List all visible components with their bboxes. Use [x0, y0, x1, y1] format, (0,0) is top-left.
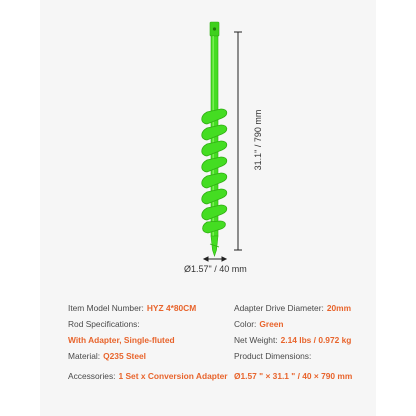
spec-material-value: Q235 Steel [103, 351, 146, 361]
spec-net-weight-label: Net Weight: [234, 335, 278, 345]
spec-product-dimensions [234, 350, 311, 362]
auger-illustration [40, 0, 376, 285]
diameter-dimension-arrow [204, 257, 226, 261]
spec-accessories-label: Accessories: [68, 371, 116, 381]
diameter-dimension-label: Ø1.57" / 40 mm [184, 264, 247, 274]
spec-model-label: Item Model Number: [68, 303, 144, 313]
spec-model [68, 302, 196, 314]
spec-accessories-value: 1 Set x Conversion Adapter [118, 371, 228, 381]
spec-color-label: Color: [234, 319, 257, 329]
length-dimension-label: 31.1" / 790 mm [253, 109, 263, 171]
spec-material [68, 350, 146, 362]
spec-net-weight-value: 2.14 lbs / 0.972 kg [280, 335, 352, 345]
auger-drill-bit [202, 22, 227, 256]
spec-adapter-diameter-value: 20mm [326, 303, 352, 313]
spec-product-dimensions-value-row [234, 370, 352, 382]
specifications-table [54, 298, 366, 388]
spec-model-value: HYZ 4*80CM [146, 303, 197, 313]
spec-accessories [68, 370, 228, 382]
spec-adapter-diameter-label: Adapter Drive Diameter: [234, 303, 324, 313]
length-dimension-line [234, 32, 242, 250]
spec-rod [68, 318, 140, 330]
spec-color-value: Green [259, 319, 284, 329]
spec-rod-value-row [68, 334, 175, 346]
spec-product-dimensions-label: Product Dimensions: [234, 351, 312, 361]
spec-material-label: Material: [68, 351, 101, 361]
spec-rod-label: Rod Specifications: [68, 319, 140, 329]
spec-net-weight [234, 334, 351, 346]
spec-color [234, 318, 284, 330]
spec-product-dimensions-value: Ø1.57 " × 31.1 " / 40 × 790 mm [234, 371, 353, 381]
spec-adapter-diameter [234, 302, 351, 314]
spec-rod-value: With Adapter, Single-fluted [68, 335, 175, 345]
